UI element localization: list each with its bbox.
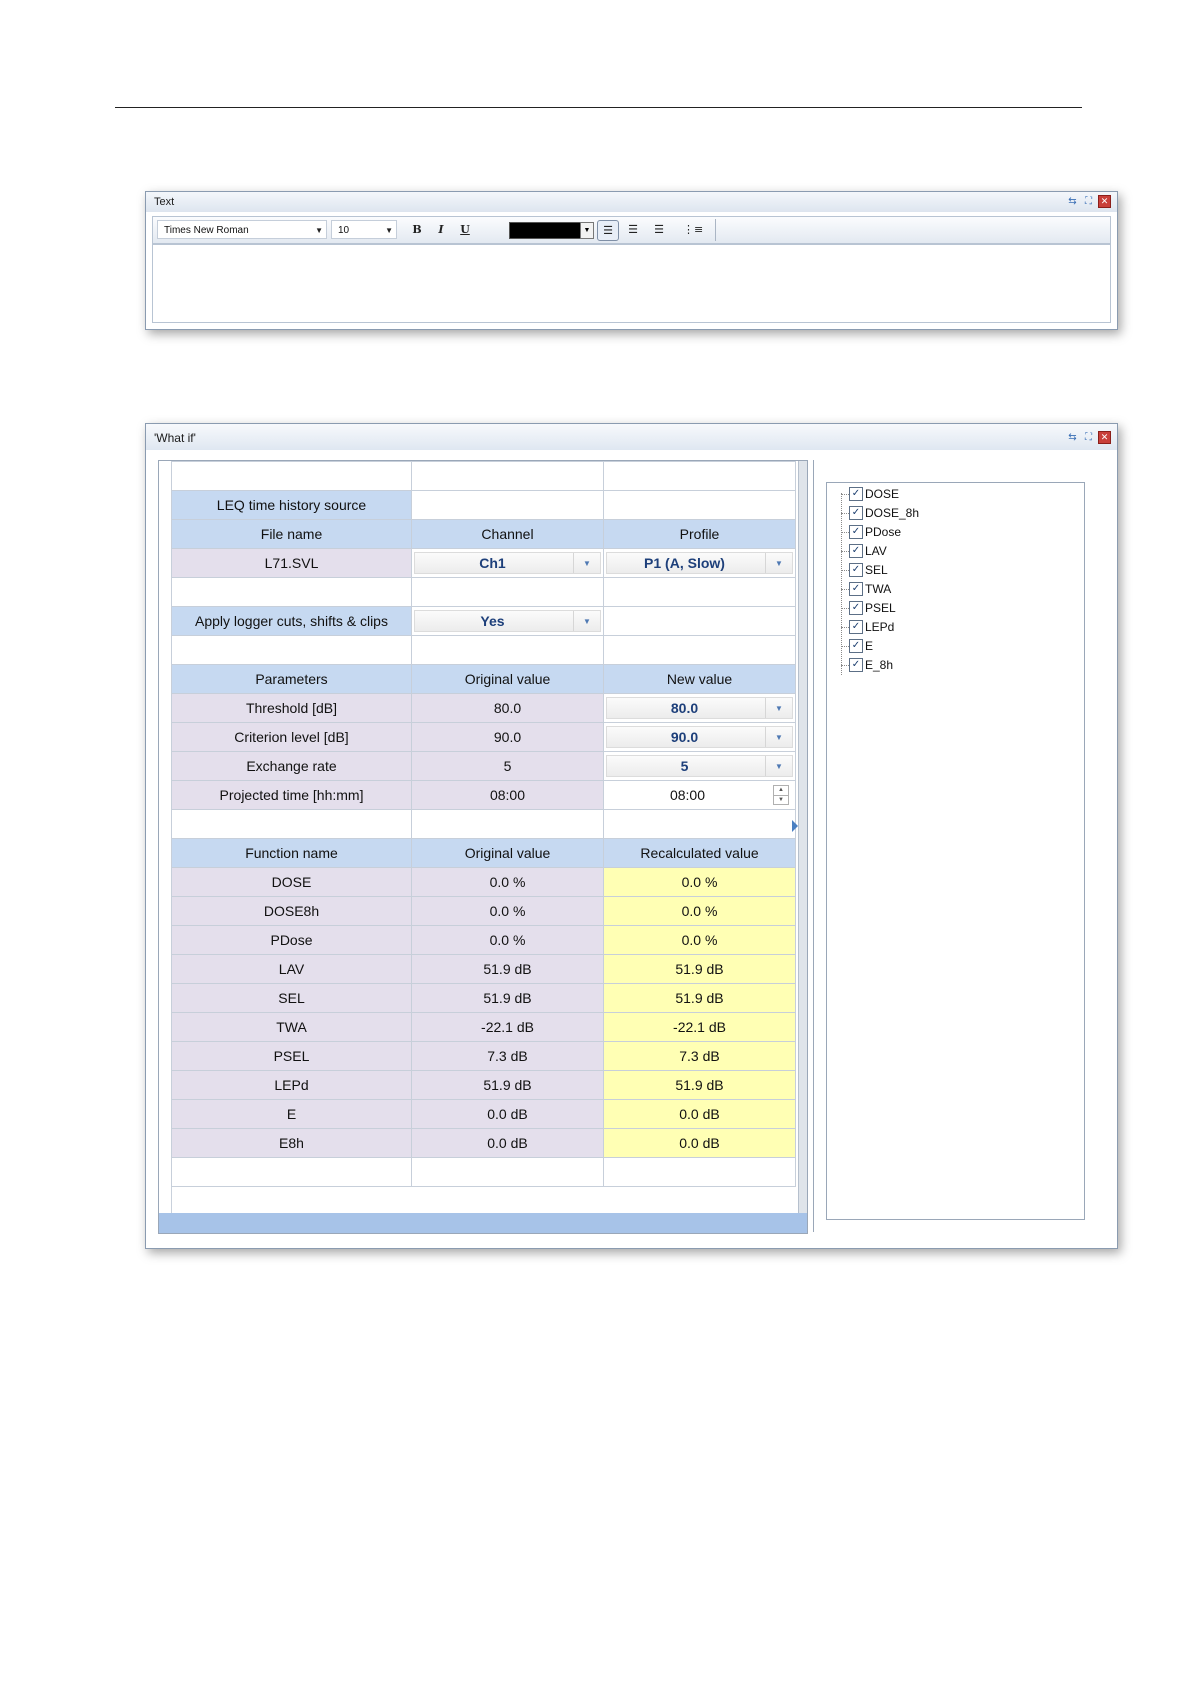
whatif-window-controls [1066, 431, 1111, 444]
tree-item-label: PDose [865, 525, 902, 539]
grid-cell [604, 578, 796, 607]
source-section-title: LEQ time history source [172, 491, 412, 520]
parameter-original: 08:00 [412, 781, 604, 810]
table-row [172, 549, 796, 578]
bold-button[interactable]: B [412, 223, 422, 236]
align-left-icon[interactable]: ☰ [597, 220, 619, 241]
function-original: 0.0 % [412, 897, 604, 926]
grid-cell [604, 1158, 796, 1187]
column-header: Original value [412, 839, 604, 868]
chevron-down-icon[interactable]: ▼ [573, 611, 600, 631]
checkbox-checked-icon[interactable]: ✓ [849, 601, 863, 615]
function-recalculated: 0.0 % [604, 868, 796, 897]
tree-item-label: LAV [865, 544, 887, 558]
text-editor-area[interactable] [152, 244, 1111, 323]
grid-cell [412, 810, 604, 839]
tree-item-pdose[interactable] [841, 523, 901, 541]
close-icon[interactable]: ✕ [1098, 431, 1111, 444]
tree-connector [841, 570, 849, 571]
grid-cell [172, 578, 412, 607]
tree-item-dose[interactable] [841, 485, 899, 503]
parameter-name: Projected time [hh:mm] [172, 781, 412, 810]
function-recalculated: 7.3 dB [604, 1042, 796, 1071]
tree-item-psel[interactable] [841, 599, 896, 617]
checkbox-checked-icon[interactable]: ✓ [849, 563, 863, 577]
text-window [145, 191, 1118, 330]
dropdown-box[interactable] [414, 610, 601, 632]
profile-value: P1 (A, Slow) [644, 555, 725, 571]
checkbox-checked-icon[interactable]: ✓ [849, 525, 863, 539]
parameter-name: Criterion level [dB] [172, 723, 412, 752]
table-row [172, 926, 796, 955]
grid-cell [604, 607, 796, 636]
tree-item-label: DOSE [865, 487, 900, 501]
column-header: File name [172, 520, 412, 549]
italic-button[interactable]: I [438, 223, 444, 236]
table-row [172, 868, 796, 897]
spinner-box[interactable] [606, 784, 793, 806]
function-recalculated: 51.9 dB [604, 955, 796, 984]
table-row [172, 1129, 796, 1158]
spin-up-icon[interactable]: ▲ [778, 787, 784, 794]
tree-item-label: DOSE_8h [865, 506, 920, 520]
maximize-icon[interactable]: ⛶ [1085, 431, 1092, 443]
tree-connector [841, 627, 849, 628]
whatif-grid [171, 461, 796, 1187]
grid-cell [412, 636, 604, 665]
column-header: Function name [172, 839, 412, 868]
chevron-down-icon[interactable]: ▼ [765, 756, 792, 776]
function-name: DOSE [172, 868, 412, 897]
checkbox-checked-icon[interactable]: ✓ [849, 506, 863, 520]
parameter-name: Threshold [dB] [172, 694, 412, 723]
exchange-rate-dropdown[interactable] [604, 752, 796, 781]
tree-item-label: PSEL [865, 601, 896, 615]
projected-time-value: 08:00 [669, 787, 706, 803]
tree-item-label: E_8h [865, 658, 894, 672]
dropdown-box[interactable] [606, 697, 793, 719]
table-row [172, 694, 796, 723]
tree-connector [841, 589, 849, 590]
parameter-original: 5 [412, 752, 604, 781]
function-original: 7.3 dB [412, 1042, 604, 1071]
table-row [172, 810, 796, 839]
tree-item-label: TWA [865, 582, 892, 596]
column-header: New value [604, 665, 796, 694]
table-row [172, 781, 796, 810]
chevron-down-icon: ▼ [315, 226, 323, 235]
function-original: 51.9 dB [412, 984, 604, 1013]
tree-connector [841, 532, 849, 533]
table-row [172, 1158, 796, 1187]
function-name: PDose [172, 926, 412, 955]
table-row [172, 752, 796, 781]
grid-cell [604, 636, 796, 665]
chevron-down-icon[interactable]: ▼ [573, 553, 600, 573]
tree-connector [841, 608, 849, 609]
splitter-arrow-icon[interactable] [792, 820, 798, 832]
table-row [172, 897, 796, 926]
function-recalculated: 51.9 dB [604, 1071, 796, 1100]
column-header: Channel [412, 520, 604, 549]
tree-connector [841, 513, 849, 514]
parameter-name: Exchange rate [172, 752, 412, 781]
grid-cell [172, 810, 412, 839]
grid-cell [412, 491, 604, 520]
tree-item-label: LEPd [865, 620, 895, 634]
function-name: LAV [172, 955, 412, 984]
tree-item-lepd[interactable] [841, 618, 894, 636]
dock-icon[interactable]: ⇆ [1068, 431, 1077, 443]
function-name: DOSE8h [172, 897, 412, 926]
align-center-icon[interactable]: ☰ [628, 223, 638, 236]
function-recalculated: 51.9 dB [604, 984, 796, 1013]
profile-dropdown[interactable] [604, 549, 796, 578]
grid-cell [172, 462, 412, 491]
threshold-dropdown[interactable] [604, 694, 796, 723]
font-size-select[interactable] [331, 220, 397, 239]
function-recalculated: -22.1 dB [604, 1013, 796, 1042]
tree-connector [841, 646, 849, 647]
tree-connector [841, 665, 849, 666]
checkbox-checked-icon[interactable]: ✓ [849, 487, 863, 501]
grid-cell [604, 491, 796, 520]
bullet-list-icon[interactable]: ⋮≡ [683, 223, 704, 236]
function-original: 0.0 dB [412, 1129, 604, 1158]
underline-button[interactable]: U [460, 223, 470, 236]
text-color-dropdown-icon[interactable]: ▼ [580, 222, 594, 239]
function-recalculated: 0.0 % [604, 897, 796, 926]
criterion-level-dropdown[interactable] [604, 723, 796, 752]
function-name: LEPd [172, 1071, 412, 1100]
table-row [172, 1100, 796, 1129]
tree-item-e-8h[interactable] [841, 656, 893, 674]
function-original: 51.9 dB [412, 1071, 604, 1100]
exchange-rate-new-value: 5 [680, 758, 689, 774]
function-original: 0.0 % [412, 926, 604, 955]
close-icon[interactable]: ✕ [1098, 195, 1111, 208]
tree-item-sel[interactable] [841, 561, 888, 579]
chevron-down-icon[interactable]: ▼ [765, 698, 792, 718]
maximize-icon[interactable]: ⛶ [1085, 195, 1092, 207]
whatif-window-titlebar [146, 424, 1117, 450]
tree-connector [841, 494, 849, 495]
file-name-value: L71.SVL [172, 549, 412, 578]
font-name-select[interactable] [157, 220, 327, 239]
table-row [172, 520, 796, 549]
text-color-swatch[interactable] [509, 222, 581, 239]
tree-item-dose-8h[interactable] [841, 504, 919, 522]
table-row [172, 462, 796, 491]
projected-time-spinner[interactable] [604, 781, 796, 810]
grid-cell [604, 462, 796, 491]
tree-item-label: SEL [865, 563, 888, 577]
function-original: 0.0 dB [412, 1100, 604, 1129]
checkbox-checked-icon[interactable]: ✓ [849, 620, 863, 634]
tree-connector [841, 551, 849, 552]
column-header: Original value [412, 665, 604, 694]
whatif-window-title: 'What if' [154, 431, 196, 445]
table-row [172, 636, 796, 665]
grid-vertical-scrollbar[interactable] [798, 461, 807, 1213]
dropdown-box[interactable] [414, 552, 601, 574]
grid-cell [412, 578, 604, 607]
grid-cell [412, 462, 604, 491]
table-row [172, 1042, 796, 1071]
apply-logger-label: Apply logger cuts, shifts & clips [172, 607, 412, 636]
page-header-rule [115, 107, 1082, 108]
function-recalculated: 0.0 dB [604, 1129, 796, 1158]
chevron-down-icon[interactable]: ▼ [765, 727, 792, 747]
function-recalculated: 0.0 % [604, 926, 796, 955]
dock-icon[interactable]: ⇆ [1068, 195, 1077, 207]
function-name: SEL [172, 984, 412, 1013]
checkbox-checked-icon[interactable]: ✓ [849, 544, 863, 558]
function-tree [826, 482, 1085, 1220]
parameter-original: 90.0 [412, 723, 604, 752]
channel-value: Ch1 [479, 555, 506, 571]
table-row [172, 665, 796, 694]
channel-dropdown[interactable] [412, 549, 604, 578]
dropdown-box[interactable] [606, 552, 793, 574]
parameter-original: 80.0 [412, 694, 604, 723]
function-name: TWA [172, 1013, 412, 1042]
checkbox-checked-icon[interactable]: ✓ [849, 639, 863, 653]
table-row [172, 1071, 796, 1100]
function-recalculated: 0.0 dB [604, 1100, 796, 1129]
function-name: E8h [172, 1129, 412, 1158]
threshold-new-value: 80.0 [670, 700, 699, 716]
function-name: E [172, 1100, 412, 1129]
table-row [172, 723, 796, 752]
table-row [172, 955, 796, 984]
table-row [172, 491, 796, 520]
font-size-value: 10 [338, 225, 350, 236]
grid-status-bar [159, 1213, 807, 1233]
function-original: 0.0 % [412, 868, 604, 897]
grid-cell [172, 1158, 412, 1187]
tree-item-label: E [865, 639, 874, 653]
dropdown-box[interactable] [606, 755, 793, 777]
chevron-down-icon: ▼ [385, 226, 393, 235]
function-name: PSEL [172, 1042, 412, 1071]
whatif-grid-pane [158, 460, 808, 1234]
checkbox-checked-icon[interactable]: ✓ [849, 582, 863, 596]
column-header: Parameters [172, 665, 412, 694]
align-right-icon[interactable]: ☰ [654, 223, 664, 236]
spinner-buttons[interactable] [773, 785, 789, 805]
table-row [172, 984, 796, 1013]
text-format-toolbar [152, 216, 1111, 244]
font-name-value: Times New Roman [164, 225, 249, 236]
table-row [172, 607, 796, 636]
whatif-window [145, 423, 1118, 1249]
column-header: Profile [604, 520, 796, 549]
text-window-title: Text [154, 196, 175, 208]
chevron-down-icon[interactable]: ▼ [765, 553, 792, 573]
function-tree-pane [813, 460, 1106, 1232]
apply-logger-dropdown[interactable] [412, 607, 604, 636]
tree-item-e[interactable] [841, 637, 873, 655]
table-row [172, 1013, 796, 1042]
tree-item-twa[interactable] [841, 580, 891, 598]
text-window-controls [1066, 195, 1111, 208]
grid-cell [172, 636, 412, 665]
column-header: Recalculated value [604, 839, 796, 868]
grid-cell [604, 810, 796, 839]
text-window-titlebar [146, 192, 1117, 212]
dropdown-box[interactable] [606, 726, 793, 748]
toolbar-divider [715, 219, 716, 241]
spin-down-icon[interactable]: ▼ [774, 795, 788, 805]
apply-logger-value: Yes [480, 613, 505, 629]
criterion-new-value: 90.0 [670, 729, 699, 745]
function-original: 51.9 dB [412, 955, 604, 984]
table-row [172, 839, 796, 868]
checkbox-checked-icon[interactable]: ✓ [849, 658, 863, 672]
function-original: -22.1 dB [412, 1013, 604, 1042]
tree-item-lav[interactable] [841, 542, 887, 560]
grid-cell [412, 1158, 604, 1187]
table-row [172, 578, 796, 607]
